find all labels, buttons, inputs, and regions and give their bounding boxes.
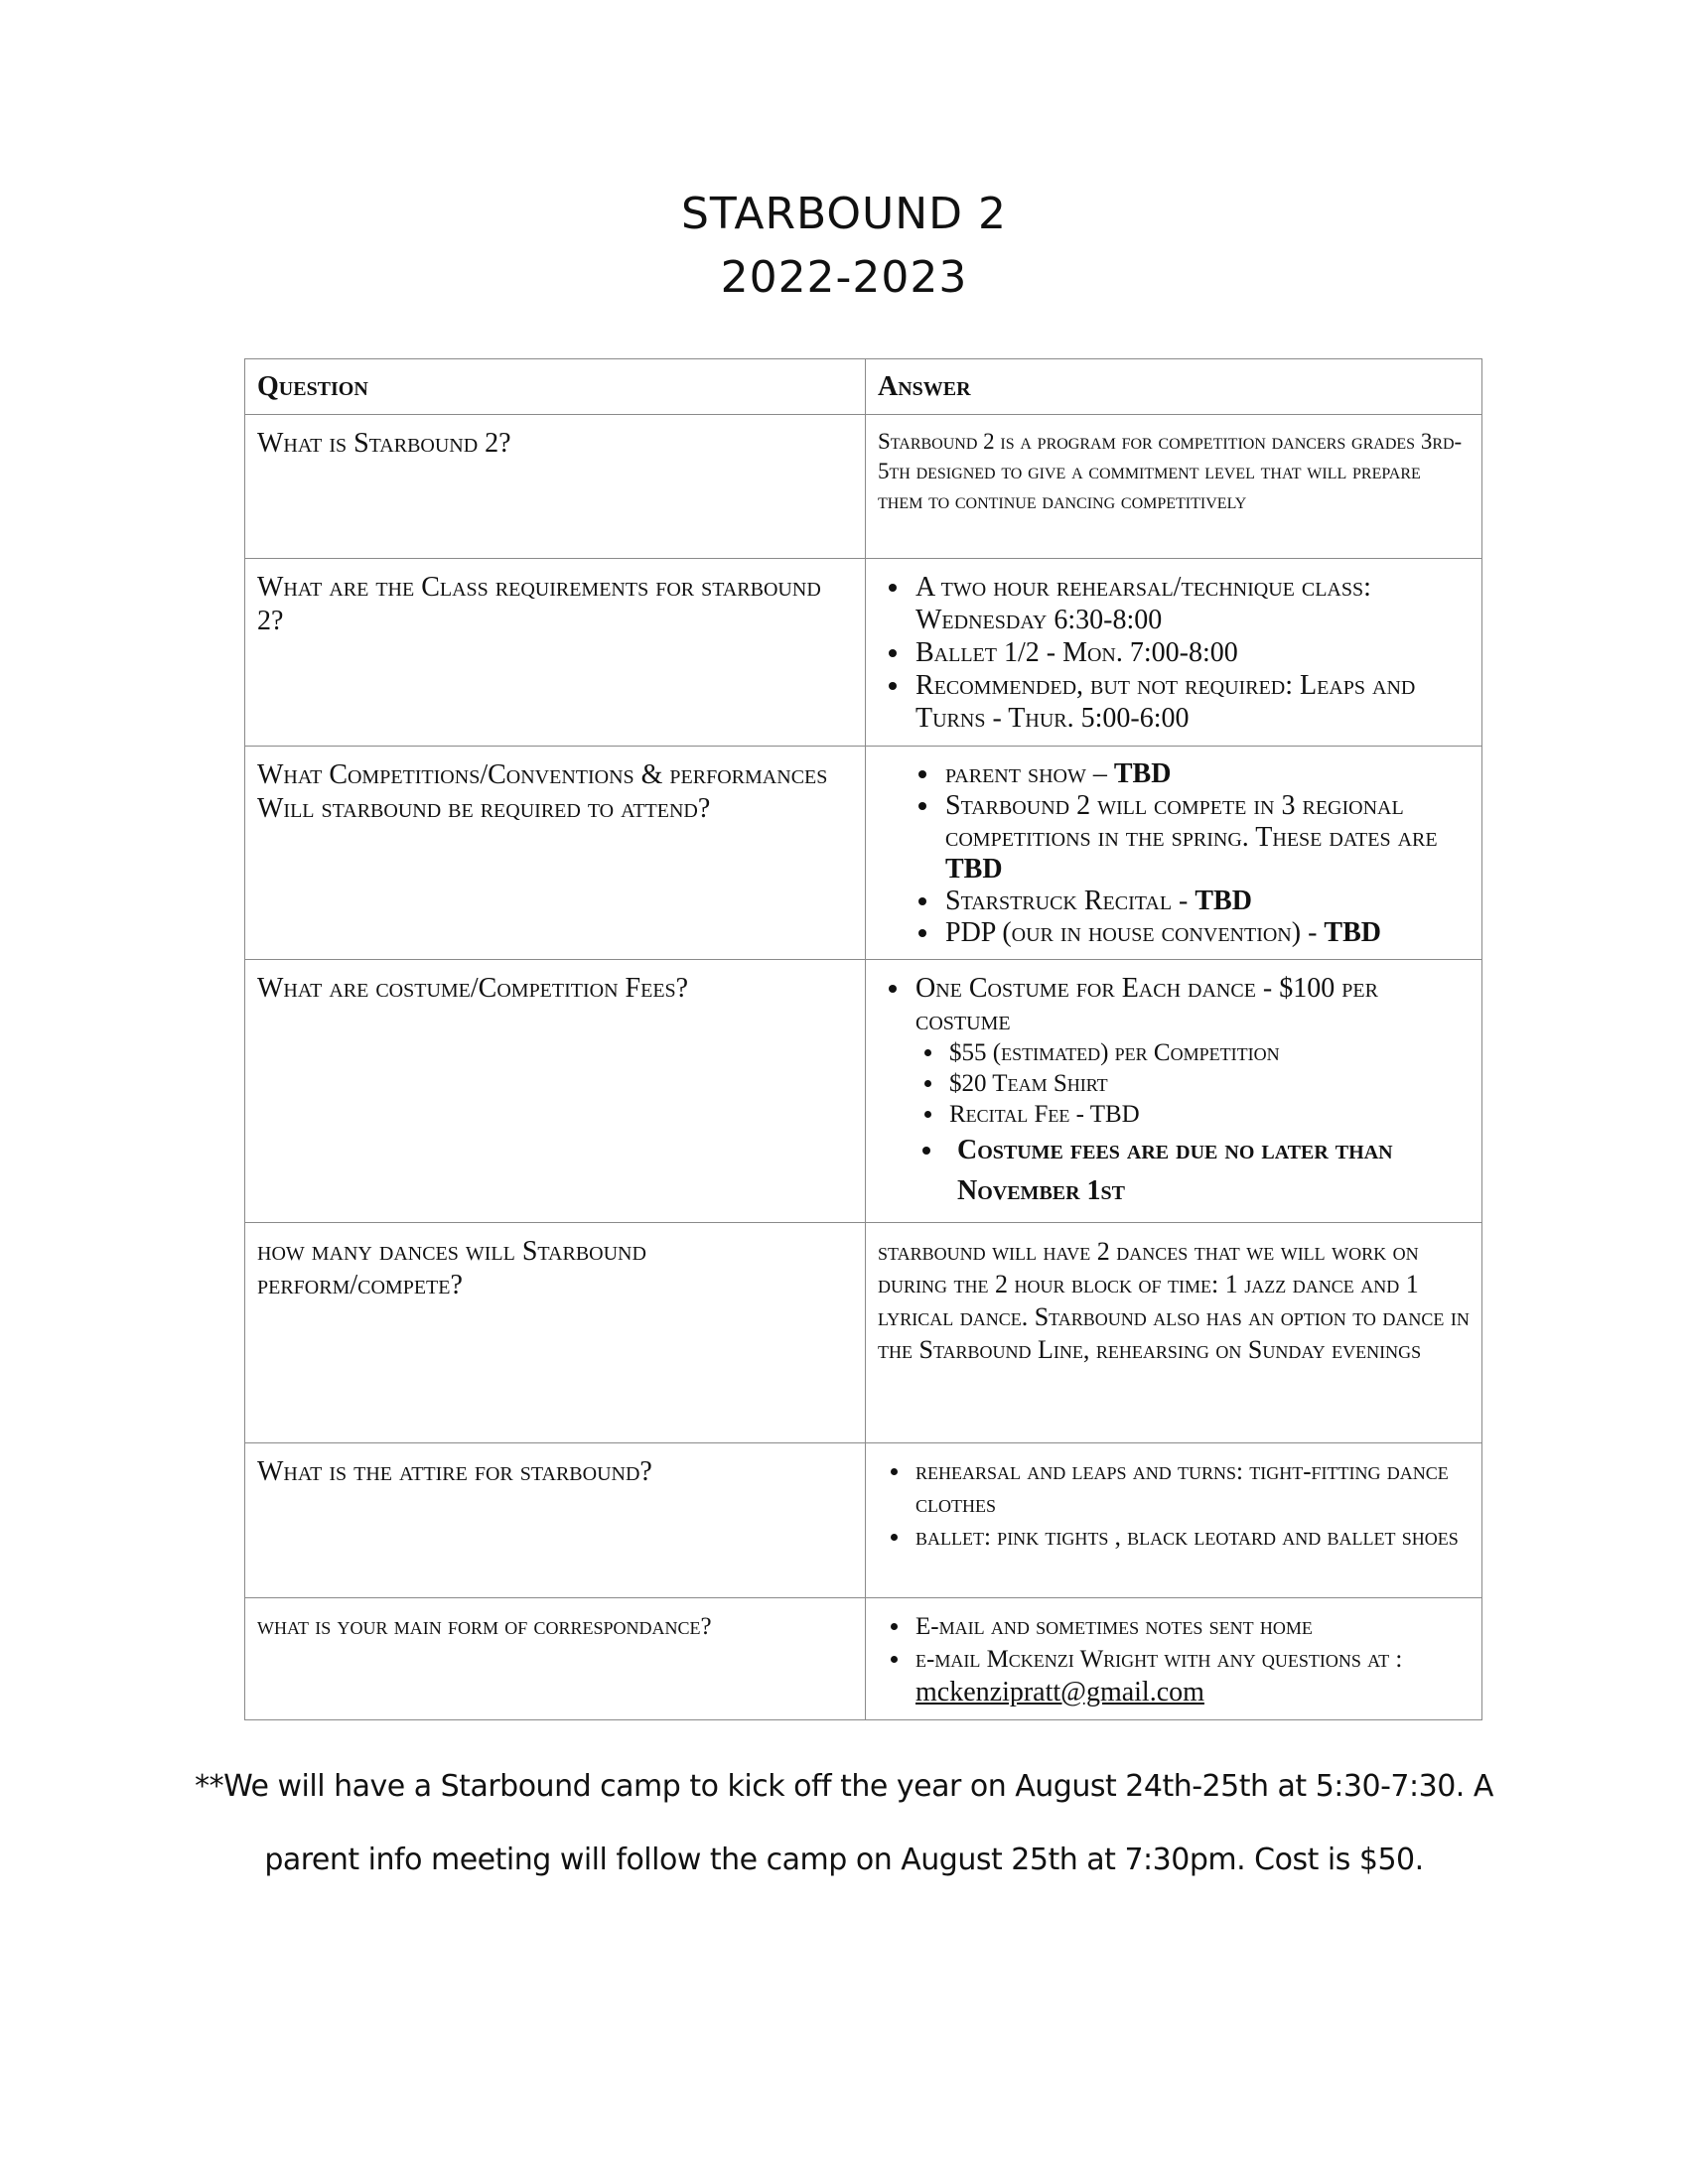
list-item-text: e-mail Mckenzi Wright with any questions at : — [915, 1646, 1403, 1673]
fees-sub-list — [878, 1037, 1470, 1211]
list-item: • ballet: pink tights , black leotard and ballet shoes — [912, 1521, 1470, 1554]
camp-note-line-2: parent info meeting will follow the camp on August 25th at 7:30pm. Cost is $50. — [264, 1843, 1424, 1877]
list-item: • $20 Team Shirt — [945, 1068, 1470, 1099]
question-cell: what is your main form of correspondance? — [245, 1598, 866, 1720]
list-item — [941, 758, 1470, 790]
question-cell: What is the attire for starbound? — [245, 1443, 866, 1598]
list-item — [941, 790, 1470, 886]
question-cell: how many dances will Starbound perform/compete? — [245, 1223, 866, 1443]
answer-cell — [866, 1443, 1482, 1598]
list-item: • Recital Fee - TBD — [945, 1099, 1470, 1130]
table-row — [245, 1443, 1482, 1598]
fee-deadline-note: • Costume fees are due no later than November 1st — [945, 1130, 1470, 1211]
question-column-header: Question — [245, 359, 866, 415]
list-item-text: Starstruck Recital - — [945, 886, 1196, 916]
class-requirements-list — [878, 571, 1470, 735]
faq-table — [244, 358, 1482, 1720]
season-subtitle: 2022-2023 — [720, 252, 968, 303]
competitions-list — [878, 758, 1470, 949]
attire-list — [878, 1455, 1470, 1554]
table-header-row — [245, 359, 1482, 415]
table-row — [245, 559, 1482, 747]
question-cell: What is Starbound 2? — [245, 415, 866, 559]
camp-note-line-1: **We will have a Starbound camp to kick off the year on August 24th-25th at 5:30-7:30. A — [195, 1769, 1493, 1804]
answer-cell — [866, 1598, 1482, 1720]
question-cell: What are costume/Competition Fees? — [245, 960, 866, 1223]
question-cell: What are the Class requirements for starbound 2? — [245, 559, 866, 747]
question-cell: What Competitions/Conventions & performances Will starbound be required to attend? — [245, 747, 866, 960]
list-item: • One Costume for Each dance - $100 per costume — [912, 972, 1470, 1037]
list-item: • rehearsal and leaps and turns: tight-fitting dance clothes — [912, 1455, 1470, 1521]
answer-cell: starbound will have 2 dances that we will work on during the 2 hour block of time: 1 jazz dance and 1 lyrical dance. Starbound also has an option to dance in the Starbound Line, rehearsing on Sunday evenings — [866, 1223, 1482, 1443]
list-item — [941, 917, 1470, 949]
table-row — [245, 1598, 1482, 1720]
answer-cell: Starbound 2 is a program for competition dancers grades 3rd-5th designed to give a commitment level that will prepare them to continue dancing competitively — [866, 415, 1482, 559]
answer-cell — [866, 960, 1482, 1223]
list-item: • A two hour rehearsal/technique class: Wednesday 6:30-8:00 — [912, 571, 1470, 636]
tbd-label: TBD — [1113, 758, 1172, 789]
fees-list — [878, 972, 1470, 1037]
table-row — [245, 960, 1482, 1223]
list-item — [941, 886, 1470, 917]
answer-cell — [866, 559, 1482, 747]
list-item: • Recommended, but not required: Leaps and Turns - Thur. 5:00-6:00 — [912, 669, 1470, 735]
answer-cell — [866, 747, 1482, 960]
page-title: STARBOUND 2 — [680, 189, 1008, 239]
tbd-label: TBD — [945, 854, 1003, 885]
table-row — [245, 747, 1482, 960]
table-row — [245, 1223, 1482, 1443]
list-item — [912, 1643, 1470, 1709]
table-row — [245, 415, 1482, 559]
list-item-text: parent show – — [945, 758, 1114, 789]
list-item: • Ballet 1/2 - Mon. 7:00-8:00 — [912, 636, 1470, 669]
list-item: • E-mail and sometimes notes sent home — [912, 1610, 1470, 1643]
tbd-label: TBD — [1195, 886, 1252, 916]
tbd-label: TBD — [1324, 917, 1381, 948]
correspondence-list — [878, 1610, 1470, 1709]
list-item-text: Starbound 2 will compete in 3 regional competitions in the spring. These dates are — [945, 790, 1438, 853]
email-link[interactable]: mckenzipratt@gmail.com — [915, 1677, 1204, 1707]
answer-column-header: Answer — [866, 359, 1482, 415]
list-item-text: PDP (our in house convention) - — [945, 917, 1325, 948]
list-item: • $55 (estimated) per Competition — [945, 1037, 1470, 1068]
